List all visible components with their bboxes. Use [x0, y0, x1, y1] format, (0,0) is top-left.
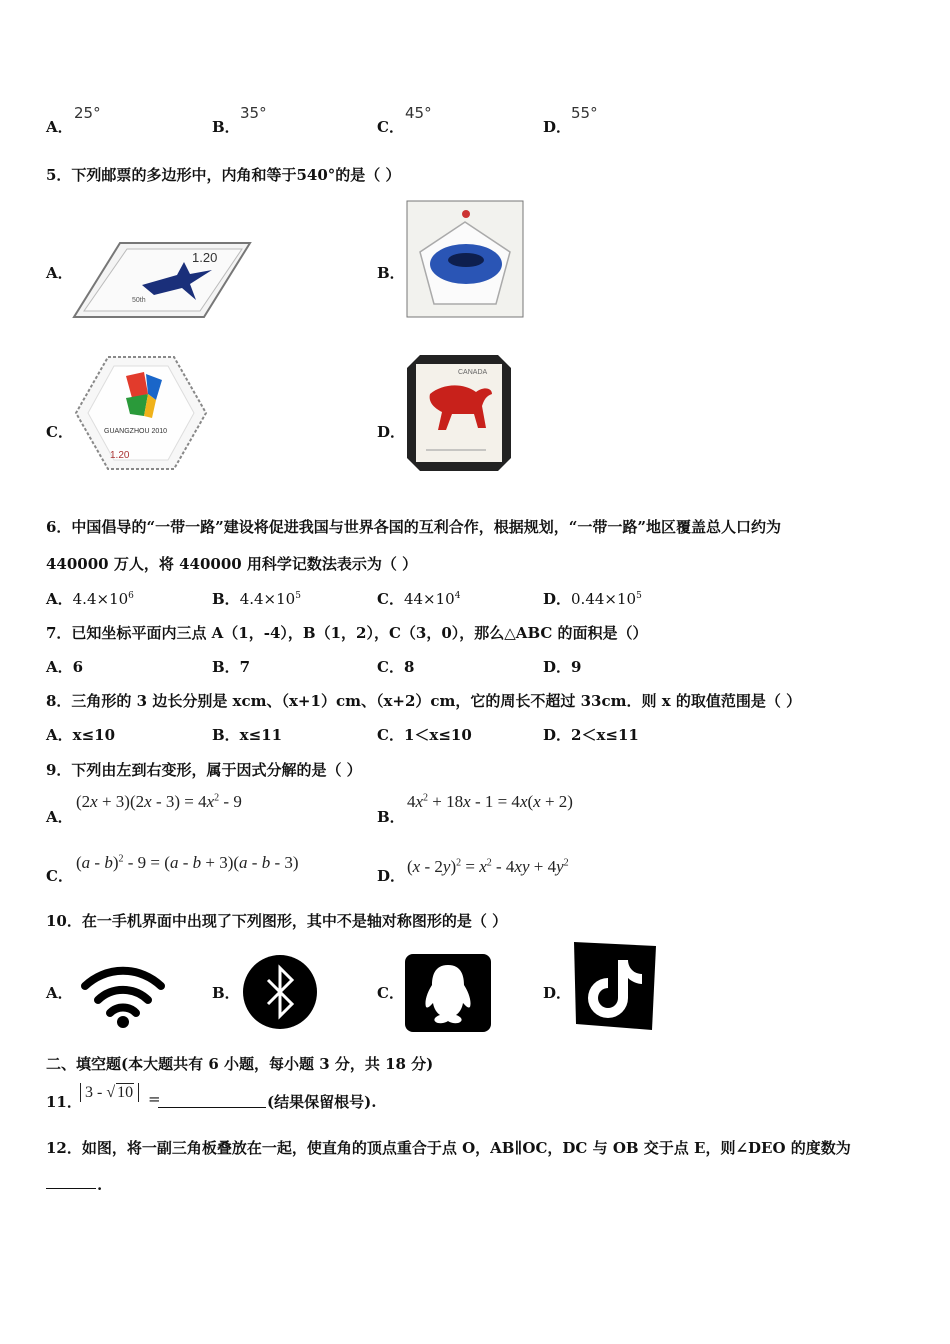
q8-option-d: D．2＜x≤11 — [543, 726, 639, 744]
q8-stem: 8．三角形的 3 边长分别是 xcm、（x+1）cm、（x+2）cm，它的周长不超过 33cm．则 x 的取值范围是（ ） — [46, 692, 802, 710]
svg-text:50th: 50th — [132, 297, 146, 304]
svg-text:CANADA: CANADA — [458, 369, 488, 376]
stamp-d-octagon — [406, 354, 512, 472]
q9-label-b: B． — [377, 808, 405, 826]
q9-option-c-formula: (a - b)$^2$ - 9 = (a - b + 3)(a - b - 3) — [76, 853, 299, 872]
tiktok-icon — [572, 940, 658, 1032]
wifi-icon — [80, 962, 166, 1028]
stamp-a-parallelogram — [72, 240, 252, 320]
q11-equals: = — [148, 1090, 161, 1108]
q6-option-b: B．$4.4\times 10^5$ — [212, 590, 301, 608]
q8-option-b: B．x≤11 — [212, 726, 283, 744]
q4-option-b-value: 35° — [240, 104, 267, 122]
q5-stem: 5．下列邮票的多边形中，内角和等于540°的是（ ） — [46, 166, 401, 184]
q9-option-a-formula: $(2x + 3)(2x - 3) = 4x^2 - 9$ — [76, 792, 242, 811]
q5-label-a: A． — [46, 264, 73, 282]
q9-option-b-formula: $4x^2 + 18x - 1 = 4x(x + 2)$ — [407, 792, 573, 811]
svg-text:GUANGZHOU 2010: GUANGZHOU 2010 — [104, 428, 168, 435]
q7-stem: 7．已知坐标平面内三点 A（1，-4），B（1，2），C（3，0），那么△ABC 的面积是（） — [46, 624, 648, 642]
q12-answer-blank[interactable] — [46, 1172, 96, 1189]
q7-option-d: D．9 — [543, 658, 582, 676]
section2-title: 二、填空题(本大题共有 6 小题，每小题 3 分，共 18 分) — [46, 1055, 434, 1073]
q10-label-c: C． — [377, 984, 404, 1002]
q10-stem: 10．在一手机界面中出现了下列图形，其中不是轴对称图形的是（ ） — [46, 912, 508, 930]
q4-option-d-value: 55° — [571, 104, 598, 122]
q11-number: 11． — [46, 1093, 82, 1111]
q12-end: . — [97, 1176, 103, 1194]
svg-text:1.20: 1.20 — [110, 450, 130, 461]
q4-option-d-label: D． — [543, 118, 572, 136]
q6-stem-line1: 6．中国倡导的“一带一路”建设将促进我国与世界各国的互利合作，根据规划，“一带一路”地区覆盖总人口约为 — [46, 518, 781, 536]
q11-suffix: (结果保留根号). — [267, 1093, 377, 1111]
q4-option-c-value: 45° — [405, 104, 432, 122]
q5-label-d: D． — [377, 423, 406, 441]
q4-option-a-label: A． — [46, 118, 73, 136]
q4-option-c-label: C． — [377, 118, 404, 136]
q8-option-c: C．1＜x≤10 — [377, 726, 472, 744]
stamp-b-pentagon — [406, 200, 524, 318]
q9-stem: 9．下列由左到右变形，属于因式分解的是（ ） — [46, 761, 362, 779]
q7-option-a: A．6 — [46, 658, 84, 676]
q8-option-a: A．x≤10 — [46, 726, 116, 744]
q5-label-b: B． — [377, 264, 405, 282]
svg-text:1.20: 1.20 — [192, 250, 218, 265]
q7-option-b: B．7 — [212, 658, 251, 676]
q11-expression: 3 - √ 10 — [80, 1083, 139, 1102]
q4-option-a-value: 25° — [74, 104, 101, 122]
q6-stem-line2: 440000 万人，将 440000 用科学记数法表示为（ ） — [46, 555, 418, 573]
q11-answer-blank[interactable] — [158, 1090, 266, 1108]
q6-option-d: D．$0.44\times 10^5$ — [543, 590, 642, 608]
q6-option-c: C．$44\times 10^4$ — [377, 590, 461, 608]
q10-label-b: B． — [212, 984, 240, 1002]
q9-label-a: A． — [46, 808, 73, 826]
q12-stem: 12．如图，将一副三角板叠放在一起，使直角的顶点重合于点 O，AB∥OC，DC 与 OB 交于点 E，则∠DEO 的度数为 — [46, 1139, 851, 1157]
q9-label-c: C． — [46, 867, 73, 885]
qq-penguin-icon — [404, 953, 492, 1033]
q9-option-d-formula: $(x - 2y)^2 = x^2 - 4xy + 4y^2$ — [407, 857, 569, 876]
q6-option-a: A．$4.4\times 10^6$ — [46, 590, 134, 608]
stamp-c-hexagon — [74, 354, 208, 472]
q7-option-c: C．8 — [377, 658, 415, 676]
q5-label-c: C． — [46, 423, 73, 441]
bluetooth-icon — [242, 954, 318, 1030]
q10-label-d: D． — [543, 984, 572, 1002]
q9-label-d: D． — [377, 867, 406, 885]
q4-option-b-label: B． — [212, 118, 240, 136]
q10-label-a: A． — [46, 984, 73, 1002]
